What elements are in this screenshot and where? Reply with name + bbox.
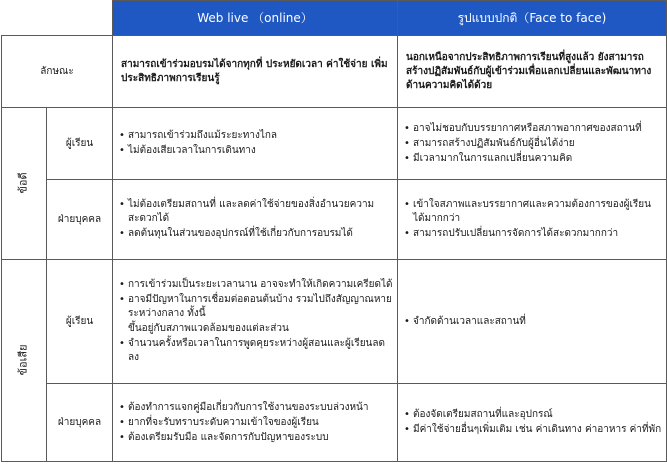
corner-cell [2,1,113,36]
list-item: • ต้องทำการแจกคู่มือเกี่ยวกับการใช้งานของระบบล่วงหน้า [119,401,393,415]
pros-personnel-row [2,180,667,260]
pros-personnel-web [113,180,398,260]
pros-learner-f2f [398,108,667,180]
pros-learner-row [2,108,667,180]
list-item-continuation: ขึ้นอยู่กับสภาพแวดล้อมของแต่ละส่วน [128,323,289,334]
cons-personnel-row [2,384,667,462]
list-item: • อาจไม่ชอบกับบรรยากาศหรือสภาพอากาศของสถานที่ [404,122,662,136]
header-row [2,1,667,36]
list-item: • ต้องจัดเตรียมสถานที่และอุปกรณ์ [404,408,662,422]
list-item: • ยากที่จะรับทราบระดับความเข้าใจของผู้เรียน [119,416,393,430]
pros-personnel-f2f [398,180,667,260]
list-item: • เข้าใจสภาพและบรรยากาศและความต้องการของผู้เรียนได้มากกว่า [404,198,662,226]
pros-learner-label: ผู้เรียน [47,108,113,180]
list-item: • ไม่ต้องเสียเวลาในการเดินทาง [119,144,393,158]
cons-label: ข้อเสีย [2,260,47,462]
pros-label: ข้อดี [2,108,47,260]
cons-learner-label: ผู้เรียน [47,260,113,384]
cons-learner-web [113,260,398,384]
list-item: • มีเวลามากในการแลกเปลี่ยนความคิด [404,152,662,166]
list-item: • สามารถปรับเปลี่ยนการจัดการได้สะดวกมากกว่า [404,227,662,241]
list-item: • จำนวนครั้งหรือเวลาในการพูดคุยระหว่างผู้สอนและผู้เรียนลดลง [119,337,393,365]
cons-personnel-web [113,384,398,462]
header-web-live: Web live （online） [113,1,398,36]
list-item: • สามารถสร้างปฏิสัมพันธ์กับผู้อื่นได้ง่าย [404,137,662,151]
characteristics-label: ลักษณะ [2,36,113,108]
pros-personnel-label: ฝ่ายบุคคล [47,180,113,260]
list-item: • การเข้าร่วมเป็นระยะเวลานาน อาจจะทำให้เกิดความเครียดได้ [119,278,393,292]
cons-personnel-f2f [398,384,667,462]
list-item: • อาจมีปัญหาในการเชื่อมต่อตอนต้นบ้าง รวมไปถึงสัญญาณหายระหว่างกลาง ทั้งนี้ [119,293,393,321]
list-item: • สามารถเข้าร่วมถึงแม้ระยะทางไกล [119,129,393,143]
characteristics-f2f: นอกเหนือจากประสิทธิภาพการเรียนที่สูงแล้ว ยังสามารถสร้างปฏิสัมพันธ์กับผู้เข้าร่วมเพื่อแลกเปลี่ยนและพัฒนาทางด้านความคิดได้ด้วย [398,36,667,108]
comparison-table [1,0,667,462]
header-face-to-face: รูปแบบปกติ（Face to face) [398,1,667,36]
list-item: • มีค่าใช้จ่ายอื่นๆเพิ่มเติม เช่น ค่าเดินทาง ค่าอาหาร ค่าที่พัก [404,423,662,437]
characteristics-web: สามารถเข้าร่วมอบรมได้จากทุกที่ ประหยัดเวลา ค่าใช้จ่าย เพิ่มประสิทธิภาพการเรียนรู้ [113,36,398,108]
cons-learner-row [2,260,667,384]
list-item: • จำกัดด้านเวลาและสถานที่ [404,315,662,329]
list-item: • ไม่ต้องเตรียมสถานที่ และลดค่าใช้จ่ายของสิ่งอำนวยความสะดวกได้ [119,198,393,226]
pros-learner-web [113,108,398,180]
list-item: • ลดต้นทุนในส่วนของอุปกรณ์ที่ใช้เกี่ยวกับการอบรมได้ [119,227,393,241]
cons-learner-f2f [398,260,667,384]
characteristics-row [2,36,667,108]
cons-personnel-label: ฝ่ายบุคคล [47,384,113,462]
list-item: • ต้องเตรียมรับมือ และจัดการกับปัญหาของระบบ [119,431,393,445]
